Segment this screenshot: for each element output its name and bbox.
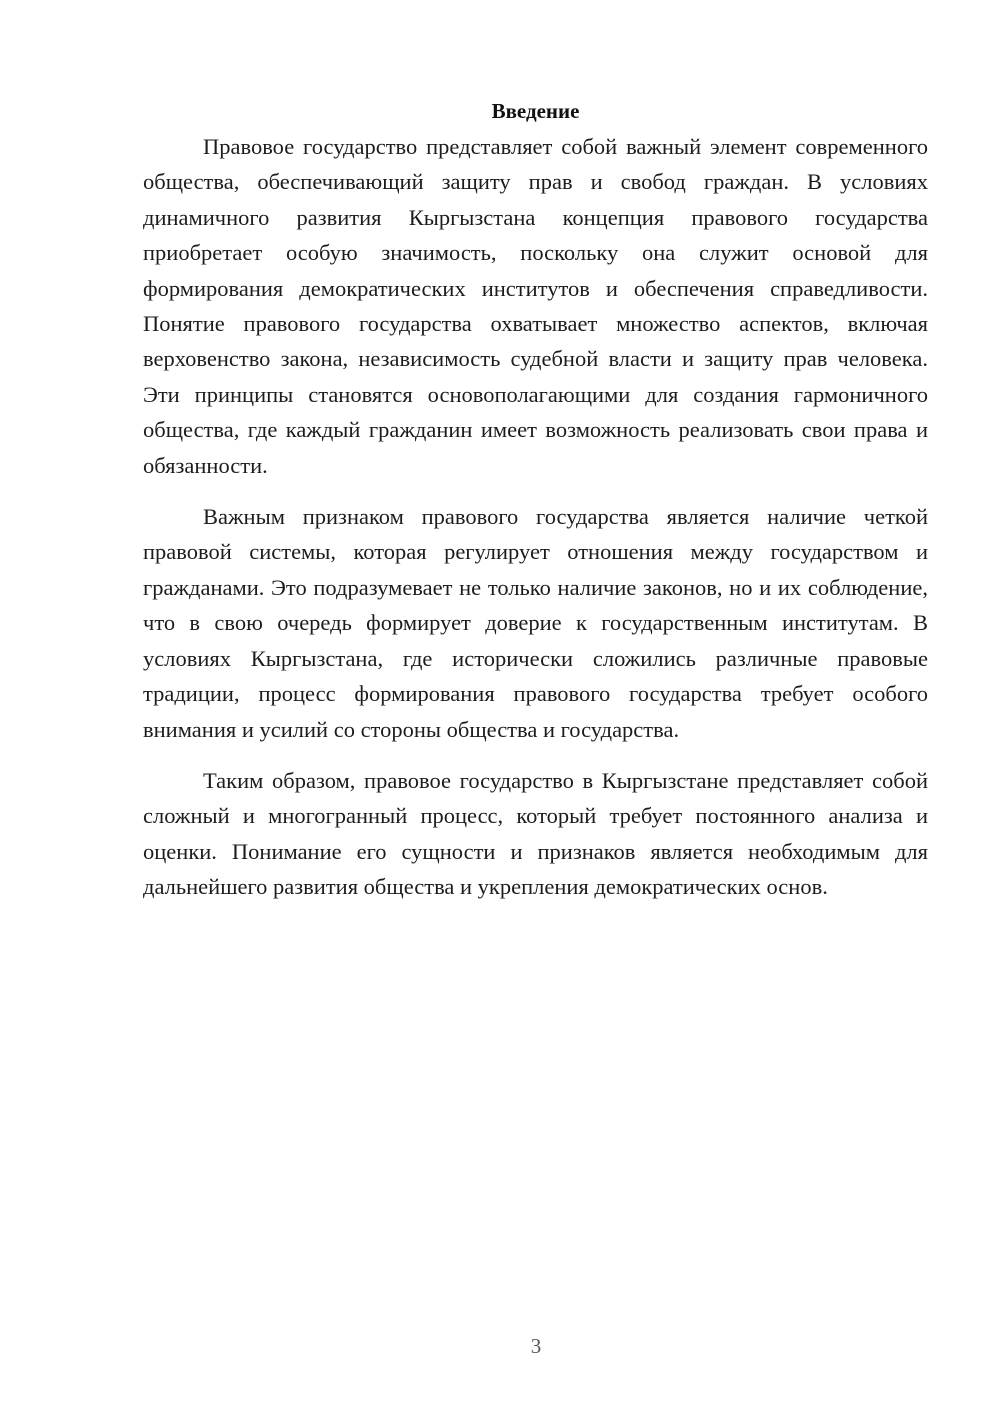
section-heading: Введение (491, 99, 580, 123)
document-body (143, 96, 928, 921)
page-number: 3 (530, 1334, 542, 1358)
paragraph-1: Правовое государство представляет собой важный элемент современного общества, обеспечивающий защиту прав и свобод граждан. В условиях динамичного развития Кыргызстана концепция правового государства приобретает особую значимость, поскольку она служит основой для формирования демократических институтов и обеспечения справедливости. Понятие правового государства охватывает множество аспектов, включая верховенство закона, независимость судебной власти и защиту прав человека. Эти принципы становятся основополагающими для создания гармоничного общества, где каждый гражданин имеет возможность реализовать свои права и обязанности. (143, 134, 928, 478)
paragraph-3: Таким образом, правовое государство в Кыргызстане представляет собой сложный и многогранный процесс, который требует постоянного анализа и оценки. Понимание его сущности и признаков является необходимым для дальнейшего развития общества и укрепления демократических основ. (143, 767, 928, 900)
paragraph-2: Важным признаком правового государства является наличие четкой правовой системы, которая регулирует отношения между государством и гражданами. Это подразумевает не только наличие законов, но и их соблюдение, что в свою очередь формирует доверие к государственным институтам. В условиях Кыргызстана, где исторически сложились различные правовые традиции, процесс формирования правового государства требует особого внимания и усилий со стороны общества и государства. (143, 504, 928, 742)
